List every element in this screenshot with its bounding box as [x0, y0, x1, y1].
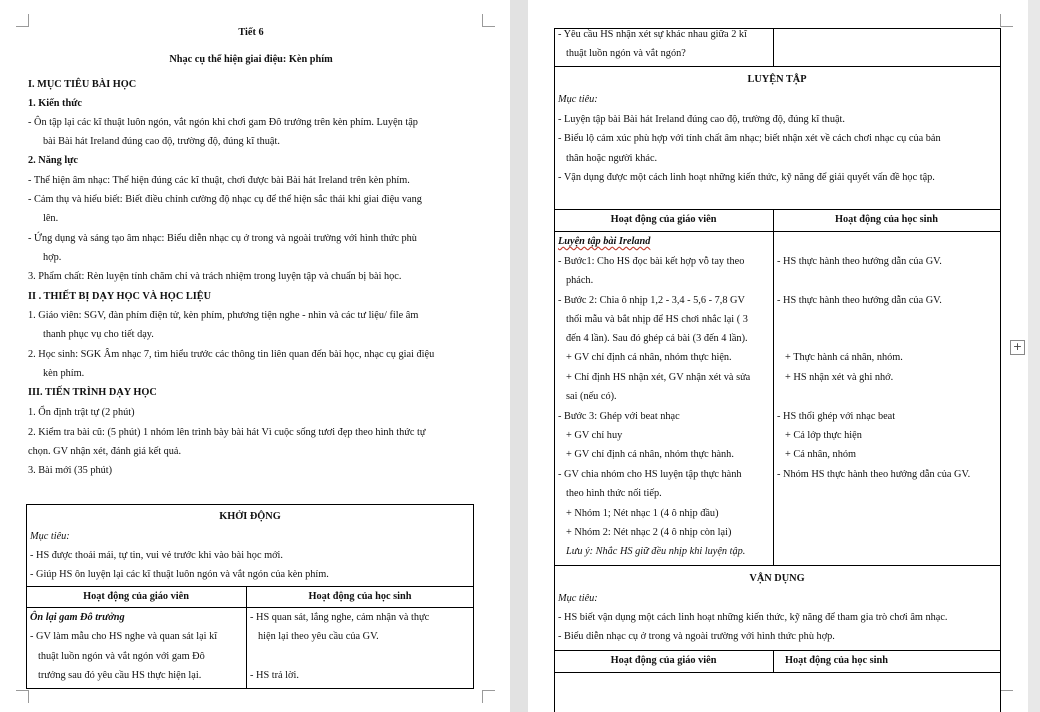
- objective-item: thân hoặc người khác.: [566, 153, 658, 164]
- teacher-activity-line: sai (nếu có).: [566, 391, 617, 402]
- paragraph-line: chọn. GV nhận xét, đánh giá kết quả.: [28, 446, 182, 457]
- objective-item: - Giúp HS ôn luyện lại các kĩ thuật luôn ngón và vắt ngón của kèn phím.: [30, 569, 329, 580]
- practice-title: LUYỆN TẬP: [747, 74, 807, 85]
- column-header-teacher: Hoạt động của giáo viên: [610, 655, 717, 666]
- activity-heading-text: Luyện tập bài Ireland: [558, 236, 651, 247]
- teacher-activity-line: thuật luồn ngón và vắt ngón với gam Đô: [38, 651, 205, 662]
- table-rule: [26, 586, 474, 587]
- paragraph-line: 2. Học sinh: SGK Âm nhạc 7, tìm hiểu trước các thông tin liên quan đến bài học, nhạc cụ giai điệu: [28, 349, 435, 360]
- student-activity-line: - HS thực hành theo hướng dẫn của GV.: [777, 256, 942, 267]
- lesson-number: Tiết 6: [238, 27, 264, 38]
- column-header-student: Hoạt động của học sinh: [785, 655, 888, 666]
- section-heading: III. TIẾN TRÌNH DẠY HỌC: [28, 387, 157, 398]
- paragraph-line: - Ứng dụng và sáng tạo âm nhạc: Biểu diễn nhạc cụ ở trong và ngoài trường với hình thức phù: [28, 233, 417, 244]
- student-activity-line: + HS nhận xét và ghi nhớ.: [785, 372, 894, 383]
- teacher-activity-line: - Bước 3: Ghép với beat nhạc: [558, 411, 680, 422]
- margin-corner-mark: [482, 14, 495, 27]
- objective-label: Mục tiêu:: [30, 531, 70, 542]
- teacher-activity-line: - GV chia nhóm cho HS luyện tập thực hành: [558, 469, 742, 480]
- teacher-activity-line: thổi mẫu và bắt nhịp để HS chơi nhắc lại ( 3: [566, 314, 748, 325]
- margin-corner-mark: [1000, 14, 1013, 27]
- teacher-activity-line: - Bước1: Cho HS đọc bài kết hợp vỗ tay theo: [558, 256, 745, 267]
- teacher-note: Lưu ý: Nhắc HS giữ đều nhịp khi luyện tập.: [566, 546, 746, 557]
- objective-label: Mục tiêu:: [558, 593, 598, 604]
- table-rule: [554, 650, 1000, 651]
- student-activity-line: + Cả lớp thực hiện: [785, 430, 862, 441]
- table-rule: [554, 28, 555, 712]
- objective-item: - Vận dụng được một cách linh hoạt những kiến thức, kỹ năng để giải quyết vấn đề học tập.: [558, 172, 935, 183]
- paragraph-line: 1. Giáo viên: SGV, đàn phím điện tử, kèn phím, phương tiện nghe - nhìn và các tư liệu/ file âm: [28, 310, 419, 321]
- add-row-handle[interactable]: +: [1010, 340, 1025, 355]
- objective-label: Mục tiêu:: [558, 94, 598, 105]
- paragraph-line: 3. Bài mới (35 phút): [28, 465, 113, 476]
- table-rule: [554, 565, 1000, 566]
- margin-corner-mark: [1000, 690, 1013, 703]
- teacher-activity-line: + GV chỉ định cá nhân, nhóm thực hiện.: [566, 352, 732, 363]
- teacher-activity-line: thuật luồn ngón và vắt ngón?: [566, 48, 686, 59]
- objective-item: - Luyện tập bài Bài hát Ireland đúng cao độ, trường độ, đúng kĩ thuật.: [558, 114, 845, 125]
- application-title: VẬN DỤNG: [749, 573, 805, 584]
- paragraph-line: - Cảm thụ và hiểu biết: Biết điều chỉnh cường độ nhạc cụ để thể hiện sắc thái khi giai điệu vang: [28, 194, 422, 205]
- student-activity-line: hiện lại theo yêu cầu của GV.: [258, 631, 379, 642]
- subsection-heading: 1. Kiến thức: [28, 98, 82, 109]
- document-page-left: [0, 0, 510, 712]
- student-activity-line: - HS trả lời.: [250, 670, 299, 681]
- paragraph-line: 2. Kiểm tra bài cũ: (5 phút) 1 nhóm lên trình bày bài hát Vì cuộc sống tươi đẹp theo hình thức tự: [28, 427, 426, 438]
- column-header-student: Hoạt động của học sinh: [835, 214, 938, 225]
- teacher-activity-line: phách.: [566, 275, 594, 286]
- table-rule: [554, 209, 1000, 210]
- paragraph-line: lên.: [43, 213, 59, 224]
- student-activity-line: - HS thổi ghép với nhạc beat: [777, 411, 896, 422]
- subsection-heading: 2. Năng lực: [28, 155, 78, 166]
- teacher-activity-line: + Nhóm 1; Nét nhạc 1 (4 ô nhịp đầu): [566, 508, 719, 519]
- objective-item: - HS được thoải mái, tự tin, vui vẻ trước khi vào bài học mới.: [30, 550, 283, 561]
- table-rule: [26, 607, 474, 608]
- objective-item: - Biểu lộ cảm xúc phù hợp với tính chất âm nhạc; biết nhận xét về cách chơi nhạc cụ của bản: [558, 133, 941, 144]
- teacher-activity-line: + Chỉ định HS nhận xét, GV nhận xét và sửa: [566, 372, 751, 383]
- teacher-activity-line: + Nhóm 2: Nét nhạc 2 (4 ô nhịp còn lại): [566, 527, 732, 538]
- margin-corner-mark: [482, 690, 495, 703]
- table-rule: [773, 209, 774, 565]
- student-activity-line: + Thực hành cá nhân, nhóm.: [785, 352, 903, 363]
- teacher-activity-line: + GV chỉ huy: [566, 430, 623, 441]
- section-heading: II . THIẾT BỊ DẠY HỌC VÀ HỌC LIỆU: [28, 291, 212, 302]
- teacher-activity-line: - Yêu cầu HS nhận xét sự khác nhau giữa 2 kĩ: [558, 29, 747, 40]
- paragraph-line: - Thể hiện âm nhạc: Thể hiện đúng các kĩ thuật, chơi được bài Bài hát Ireland trên kèn phím.: [28, 175, 410, 186]
- paragraph-line: kèn phím.: [43, 368, 85, 379]
- teacher-activity-line: theo hình thức nối tiếp.: [566, 488, 662, 499]
- table-rule: [554, 66, 1000, 67]
- activity-heading: [558, 235, 650, 249]
- paragraph-line: 3. Phẩm chất: Rèn luyện tính chăm chỉ và trách nhiệm trong luyện tập và chuẩn bị bài học.: [28, 271, 402, 282]
- objective-item: - HS biết vận dụng một cách linh hoạt những kiến thức, kỹ năng để tham gia trò chơi âm nhạc.: [558, 612, 948, 623]
- margin-corner-mark: [16, 690, 29, 703]
- table-rule: [554, 231, 1000, 232]
- teacher-activity-line: trưởng sau đó yêu cầu HS thực hiện lại.: [38, 670, 202, 681]
- warmup-title: KHỞI ĐỘNG: [219, 511, 281, 522]
- table-rule: [773, 28, 774, 66]
- paragraph-line: hợp.: [43, 252, 62, 263]
- teacher-activity-line: + GV chỉ định cá nhân, nhóm thực hành.: [566, 449, 734, 460]
- student-activity-line: - Nhóm HS thực hành theo hướng dẫn của GV.: [777, 469, 971, 480]
- teacher-activity-line: - GV làm mẫu cho HS nghe và quan sát lại kĩ: [30, 631, 218, 642]
- activity-heading: Ôn lại gam Đô trưởng: [30, 612, 125, 623]
- student-activity-line: - HS quan sát, lắng nghe, cảm nhận và thực: [250, 612, 430, 623]
- teacher-activity-line: đến 4 lần). Sau đó ghép cả bài (3 đến 4 lần).: [566, 333, 748, 344]
- section-heading: I. MỤC TIÊU BÀI HỌC: [28, 79, 137, 90]
- teacher-activity-line: - Bước 2: Chia ô nhịp 1,2 - 3,4 - 5,6 - 7,8 GV: [558, 295, 745, 306]
- column-header-teacher: Hoạt động của giáo viên: [610, 214, 717, 225]
- paragraph-line: - Ôn tập lại các kĩ thuật luôn ngón, vắt ngón khi chơi gam Đô trưởng trên kèn phím. Luyện tập: [28, 117, 418, 128]
- column-header-teacher: Hoạt động của giáo viên: [83, 591, 189, 602]
- student-activity-line: + Cá nhân, nhóm: [785, 449, 857, 460]
- objective-item: - Biểu diễn nhạc cụ ở trong và ngoài trường với hình thức phù hợp.: [558, 631, 835, 642]
- paragraph-line: bài Bài hát Ireland đúng cao độ, trường độ, đúng kĩ thuật.: [43, 136, 280, 147]
- page-gap: [510, 0, 528, 712]
- document-page-right: [528, 0, 1028, 712]
- table-rule: [1000, 28, 1001, 712]
- paragraph-line: 1. Ổn định trật tự (2 phút): [28, 407, 135, 418]
- table-rule: [773, 650, 774, 672]
- table-rule: [554, 672, 1000, 673]
- student-activity-line: - HS thực hành theo hướng dẫn của GV.: [777, 295, 942, 306]
- lesson-title: Nhạc cụ thể hiện giai điệu: Kèn phím: [169, 54, 333, 65]
- column-header-student: Hoạt động của học sinh: [308, 591, 412, 602]
- paragraph-line: thanh phục vụ cho tiết dạy.: [43, 329, 154, 340]
